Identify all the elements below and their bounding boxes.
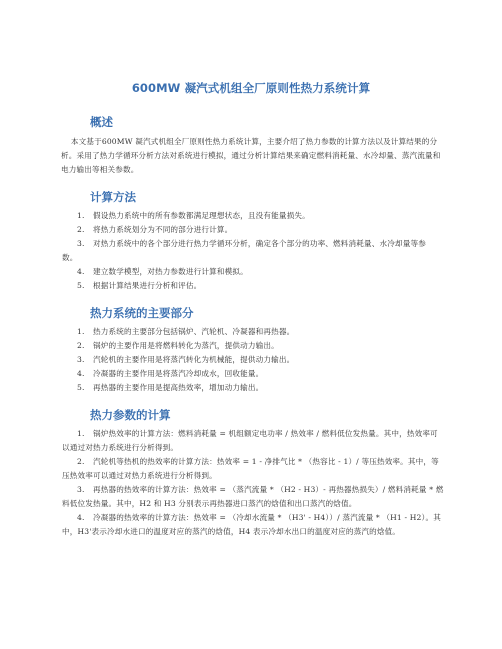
section-heading-calculation: 热力参数的计算 — [90, 408, 171, 422]
list-item: 1. 热力系统的主要部分包括锅炉、汽轮机、冷凝器和再热器。 — [77, 327, 295, 336]
list-item: 1. 锅炉热效率的计算方法：燃料消耗量 = 机组额定电功率 / 热效率 / 燃料低位发热量。其中，热效率可以通过对热力系统进行分析得到。 — [62, 429, 438, 452]
list-item: 4. 冷凝器的热效率的计算方法：热效率 = （冷却水流量 * （H3' - H4））/ 蒸汽流量 * （H1 - H2）。其中，H3'表示冷却水进口的温度对应的蒸汽的焓值，H4 表示冷却水出口的温度对应的蒸汽的焓值。 — [62, 513, 441, 536]
list-item: 3. 对热力系统中的各个部分进行热力学循环分析，确定各个部分的功率、燃料消耗量、水冷却量等参数。 — [62, 239, 426, 262]
section-heading-components: 热力系统的主要部分 — [90, 306, 194, 320]
list-item: 5. 再热器的主要作用是提高热效率，增加动力输出。 — [77, 383, 264, 392]
overview-paragraph: 本文基于600MW 凝汽式机组全厂原则性热力系统计算，主要介绍了热力参数的计算方法以及计算结果的分析。采用了热力学循环分析方法对系统进行模拟，通过分析计算结果来确定燃料消耗量、水冷却量、蒸汽流量和电力输出等相关参数。 — [61, 137, 441, 174]
list-item: 4. 冷凝器的主要作用是将蒸汽冷却成水，回收能量。 — [77, 369, 264, 378]
list-item: 2. 将热力系统划分为不同的部分进行计算。 — [77, 225, 233, 234]
document-title: 600MW 凝汽式机组全厂原则性热力系统计算 — [131, 81, 371, 95]
section-heading-overview: 概述 — [90, 115, 113, 129]
list-item: 3. 汽轮机的主要作用是将蒸汽转化为机械能，提供动力输出。 — [77, 355, 295, 364]
method-list — [62, 209, 440, 293]
list-item: 5. 根据计算结果进行分析和评估。 — [77, 281, 202, 290]
list-item: 1. 假设热力系统中的所有参数都满足理想状态，且没有能量损失。 — [77, 211, 310, 220]
list-item: 4. 建立数学模型，对热力参数进行计算和模拟。 — [77, 267, 248, 276]
list-item: 2. 锅炉的主要作用是将燃料转化为蒸汽，提供动力输出。 — [77, 341, 279, 350]
components-list — [62, 325, 440, 395]
list-item: 3. 再热器的热效率的计算方法：热效率 = （蒸汽流量 * （H2 - H3）- 再热器热损失）/ 燃料消耗量 * 燃料低位发热量。其中，H2 和 H3 分别表示再热器进口蒸汽的焓值和出口蒸汽的焓值。 — [62, 485, 444, 508]
list-item: 2. 汽轮机等热机的热效率的计算方法：热效率 = 1 - 净排气比 * （热容比 - 1）/ 等压热效率。其中，等压热效率可以通过对热力系统进行分析得到。 — [62, 457, 439, 480]
calculation-list — [62, 427, 444, 539]
section-heading-method: 计算方法 — [90, 190, 136, 204]
